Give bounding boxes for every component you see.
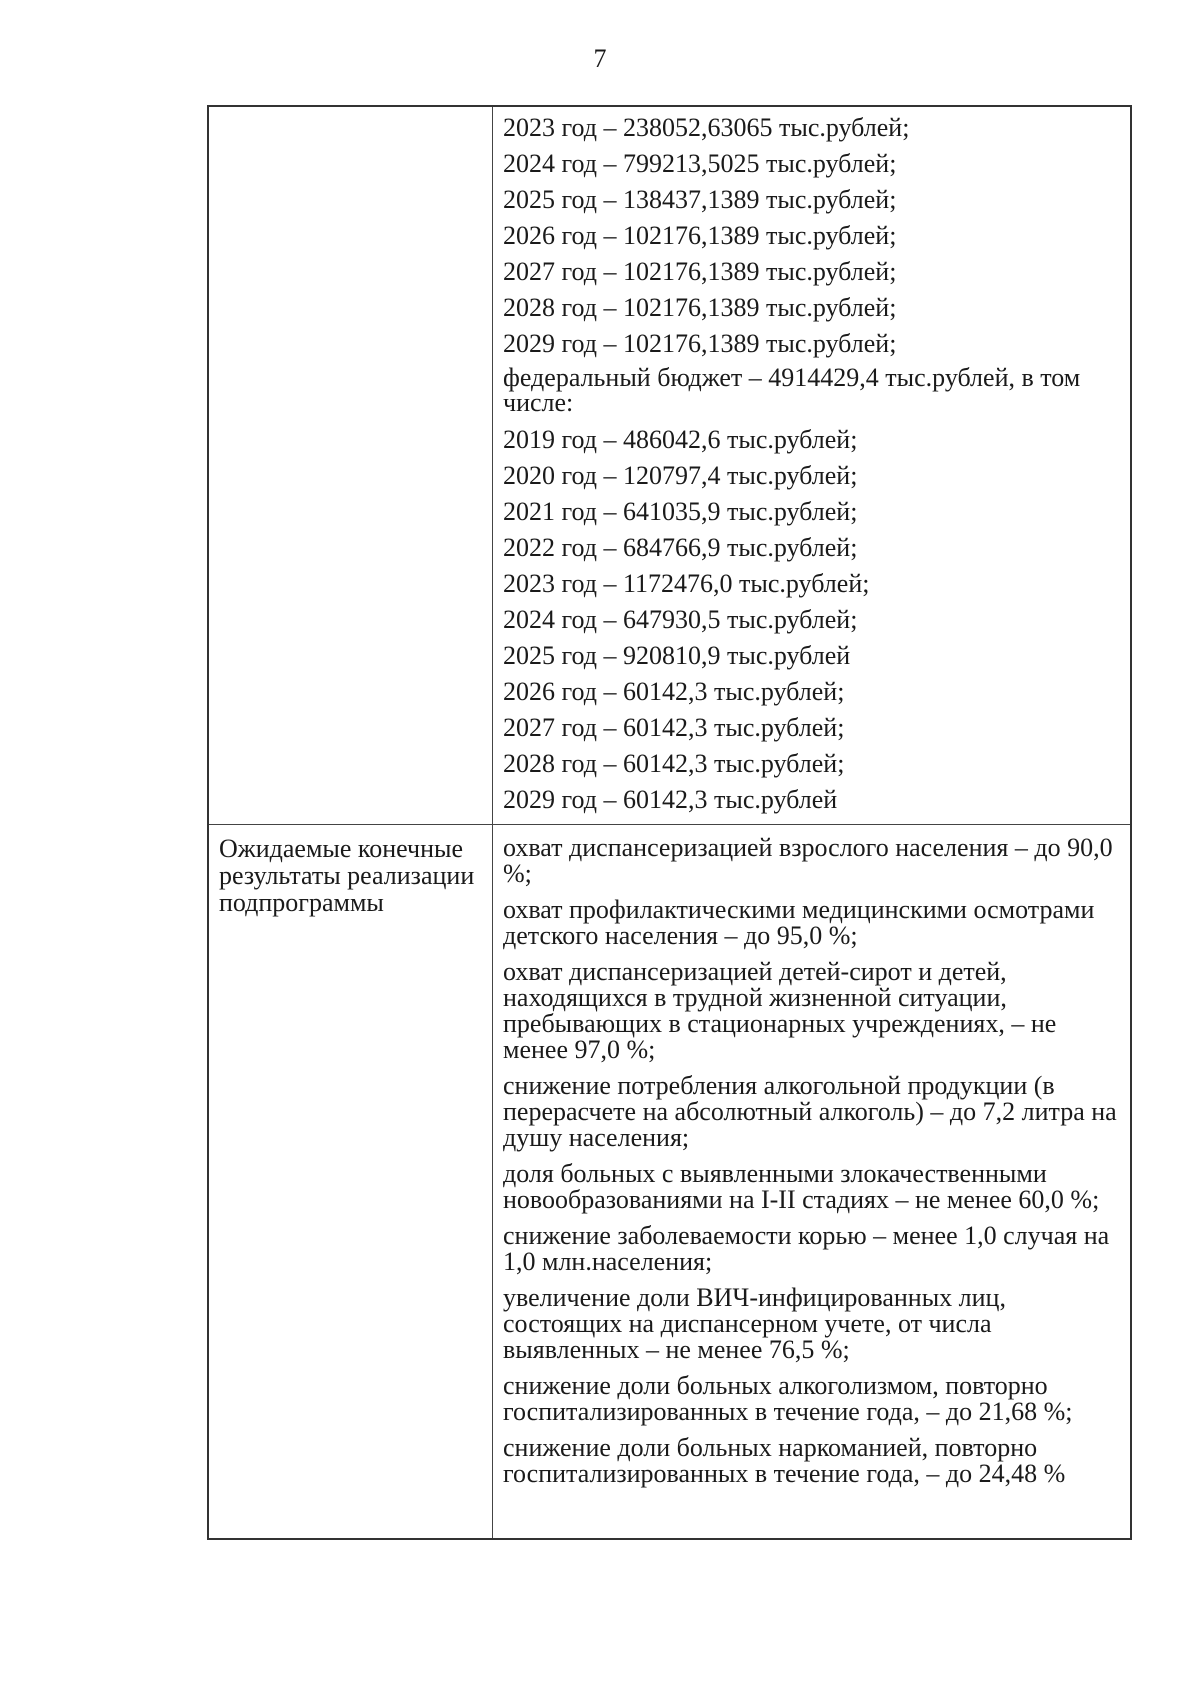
financing-item: 2027 год – 60142,3 тыс.рублей; <box>503 713 845 742</box>
result-item: снижение заболеваемости корью – менее 1,0 случая на 1,0 млн.населения; <box>503 1221 1110 1276</box>
financing-item: 2028 год – 60142,3 тыс.рублей; <box>503 749 845 778</box>
financing-item: 2024 год – 799213,5025 тыс.рублей; <box>503 149 897 178</box>
financing-item: 2024 год – 647930,5 тыс.рублей; <box>503 605 858 634</box>
financing-item: 2023 год – 238052,63065 тыс.рублей; <box>503 113 910 142</box>
row-divider <box>209 824 1130 825</box>
result-item: снижение потребления алкогольной продукции (в перерасчете на абсолютный алкоголь) – до 7,2 литра на душу населения; <box>503 1071 1117 1152</box>
financing-list <box>503 113 1123 821</box>
result-item: охват диспансеризацией детей-сирот и детей, находящихся в трудной жизненной ситуации, пребывающих в стационарных учреждениях, – не менее 97,0 %; <box>503 957 1057 1064</box>
financing-item: 2020 год – 120797,4 тыс.рублей; <box>503 461 858 490</box>
financing-item: 2026 год – 102176,1389 тыс.рублей; <box>503 221 897 250</box>
financing-item: 2025 год – 138437,1389 тыс.рублей; <box>503 185 897 214</box>
result-item: охват диспансеризацией взрослого населения – до 90,0 %; <box>503 833 1113 888</box>
financing-item: 2026 год – 60142,3 тыс.рублей; <box>503 677 845 706</box>
result-item: снижение доли больных наркоманией, повторно госпитализированных в течение года, – до 24,48 % <box>503 1433 1066 1488</box>
federal-budget-item: федеральный бюджет – 4914429,4 тыс.рублей, в том числе: <box>503 363 1081 417</box>
financing-item: 2023 год – 1172476,0 тыс.рублей; <box>503 569 870 598</box>
financing-item: 2029 год – 60142,3 тыс.рублей <box>503 785 838 814</box>
program-table <box>207 105 1132 1540</box>
result-item: охват профилактическими медицинскими осмотрами детского населения – до 95,0 %; <box>503 895 1095 950</box>
financing-item: 2019 год – 486042,6 тыс.рублей; <box>503 425 858 454</box>
results-list <box>503 835 1127 1497</box>
financing-item: 2028 год – 102176,1389 тыс.рублей; <box>503 293 897 322</box>
result-item: снижение доли больных алкоголизмом, повторно госпитализированных в течение года, – до 21,68 %; <box>503 1371 1073 1426</box>
result-item: доля больных с выявленными злокачественными новообразованиями на I-II стадиях – не менее 60,0 %; <box>503 1159 1100 1214</box>
result-item: увеличение доли ВИЧ-инфицированных лиц, состоящих на диспансерном учете, от числа выявленных – не менее 76,5 %; <box>503 1283 1006 1364</box>
financing-item: 2025 год – 920810,9 тыс.рублей <box>503 641 851 670</box>
results-row-label: Ожидаемые конечные результаты реализации подпрограммы <box>219 834 475 917</box>
financing-item: 2027 год – 102176,1389 тыс.рублей; <box>503 257 897 286</box>
column-divider <box>492 107 493 1538</box>
financing-item: 2021 год – 641035,9 тыс.рублей; <box>503 497 858 526</box>
financing-item: 2022 год – 684766,9 тыс.рублей; <box>503 533 858 562</box>
page-number: 7 <box>593 44 607 73</box>
financing-item: 2029 год – 102176,1389 тыс.рублей; <box>503 329 897 358</box>
